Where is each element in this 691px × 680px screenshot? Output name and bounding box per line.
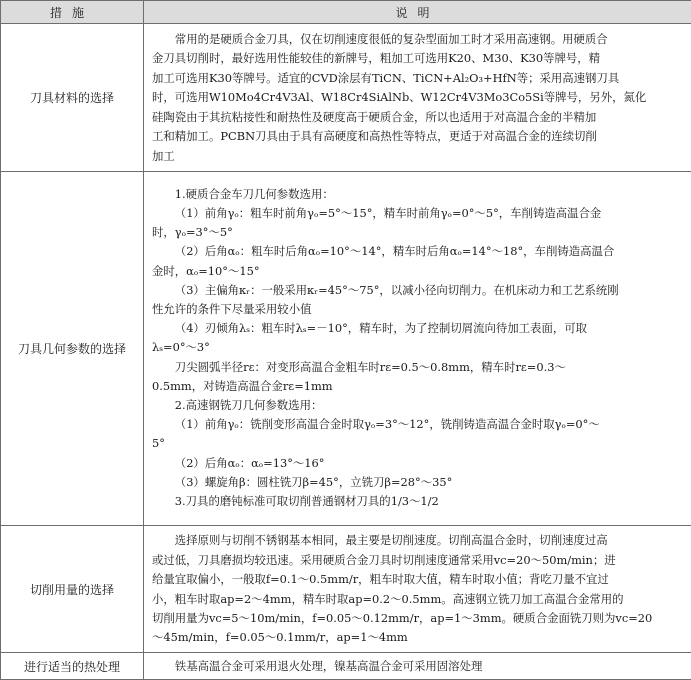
description-cell [144, 172, 691, 526]
measure-cell: 切削用量的选择 [1, 526, 144, 653]
text-line: 常用的是硬质合金刀具，仅在切削速度很低的复杂型面加工时才采用高速钢。用硬质合 [174, 32, 608, 47]
description-cell [144, 653, 691, 680]
header-row [1, 1, 691, 24]
header-description: 说明 [144, 1, 691, 24]
table-row [1, 526, 691, 653]
measure-cell: 刀具几何参数的选择 [1, 172, 144, 526]
description-cell [144, 526, 691, 653]
text-line: 时，可选用W10Mo4Cr4V3Al、W18Cr4SiAlNb、W12Cr4V3Mo3Co5Si等牌号，另外，氮化 [152, 90, 647, 105]
text-line: 加工可选用K30等牌号。适宜的CVD涂层有TiCN、TiCN+Al₂O₃+HfN等；采用高速钢刀具 [152, 70, 620, 85]
text-line: 选择原则与切削不锈钢基本相同，最主要是切削速度。切削高温合金时，切削速度过高 [174, 533, 608, 548]
table-row [1, 653, 691, 680]
text-line: λₛ=0°～3° [152, 340, 210, 355]
header-measure: 措施 [1, 1, 144, 24]
text-line: 0.5mm，对铸造高温合金rε=1mm [152, 378, 333, 393]
text-line: 给量宜取偏小，一般取f=0.1～0.5mm/r，粗车时取大值，精车时取小值；背吃刀量不宜过 [152, 572, 609, 587]
description-cell [144, 24, 691, 172]
text-line: 2.高速钢铣刀几何参数选用： [174, 398, 323, 412]
text-line: （2）后角αₒ：粗车时后角αₒ=10°～14°，精车时后角αₒ=14°～18°，车削铸造高温合 [174, 244, 615, 259]
text-line: （1）前角γₒ：铣削变形高温合金时取γₒ=3°～12°，铣削铸造高温合金时取γₒ=0°～ [174, 417, 600, 432]
table-row [1, 172, 691, 526]
text-line: （3）螺旋角β：圆柱铣刀β=45°，立铣刀β=28°～35° [174, 474, 453, 489]
text-line: 工和精加工。PCBN刀具由于具有高硬度和高热性等特点，更适于对高温合金的连续切削 [152, 129, 597, 144]
measure-cell: 刀具材料的选择 [1, 24, 144, 172]
text-line: （1）前角γₒ：粗车时前角γₒ=5°～15°，精车时前角γₒ=0°～5°，车削铸造高温合金 [174, 205, 602, 220]
text-line: 时，γₒ=3°～5° [152, 225, 233, 240]
text-line: 小，粗车时取ap=2～4mm，精车时取ap=0.2～0.5mm。高速钢立铣刀加工高温合金常用的 [152, 591, 624, 606]
text-line: 加工 [152, 148, 175, 163]
text-line: 1.硬质合金车刀几何参数选用： [174, 186, 334, 201]
text-line: 金刀具切削时，最好选用性能较佳的新牌号，粗加工可选用K20、M30、K30等牌号，精 [152, 51, 601, 66]
text-line: （4）刃倾角λₛ：粗车时λₛ=－10°，精车时，为了控制切屑流向待加工表面，可取 [174, 321, 588, 336]
text-line: 5° [152, 436, 165, 451]
text-line: 硅陶瓷由于其抗粘接性和耐热性及硬度高于硬质合金，所以也适用于对高温合金的半精加 [152, 109, 597, 124]
table-row [1, 24, 691, 172]
text-line: 切削用量为vc=5～10m/min，f=0.05～0.12mm/r，ap=1～3mm。硬质合金面铣刀则为vc=20 [152, 610, 653, 625]
text-line: 或过低，刀具磨损均较迅速。采用硬质合金刀具时切削速度通常采用vc=20～50m/min；进 [152, 552, 616, 567]
text-line: 金时，αₒ=10°～15° [152, 263, 260, 278]
text-line: （3）主偏角κᵣ：一般采用κᵣ=45°～75°，以减小径向切削力。在机床动力和工艺系统刚 [174, 282, 619, 297]
measure-cell: 进行适当的热处理 [1, 653, 144, 680]
text-line: 3.刀具的磨钝标准可取切削普通钢材刀具的1/3～1/2 [174, 494, 439, 509]
text-line: 性允许的条件下尽量采用较小值 [152, 301, 312, 316]
text-line: 铁基高温合金可采用退火处理，镍基高温合金可采用固溶处理 [174, 659, 483, 673]
text-line: ～45m/min，f=0.05～0.1mm/r，ap=1～4mm [152, 630, 408, 645]
text-line: 刀尖圆弧半径rε：对变形高温合金粗车时rε=0.5～0.8mm，精车时rε=0.3～ [174, 359, 566, 374]
text-line: （2）后角αₒ：αₒ=13°～16° [174, 455, 325, 470]
